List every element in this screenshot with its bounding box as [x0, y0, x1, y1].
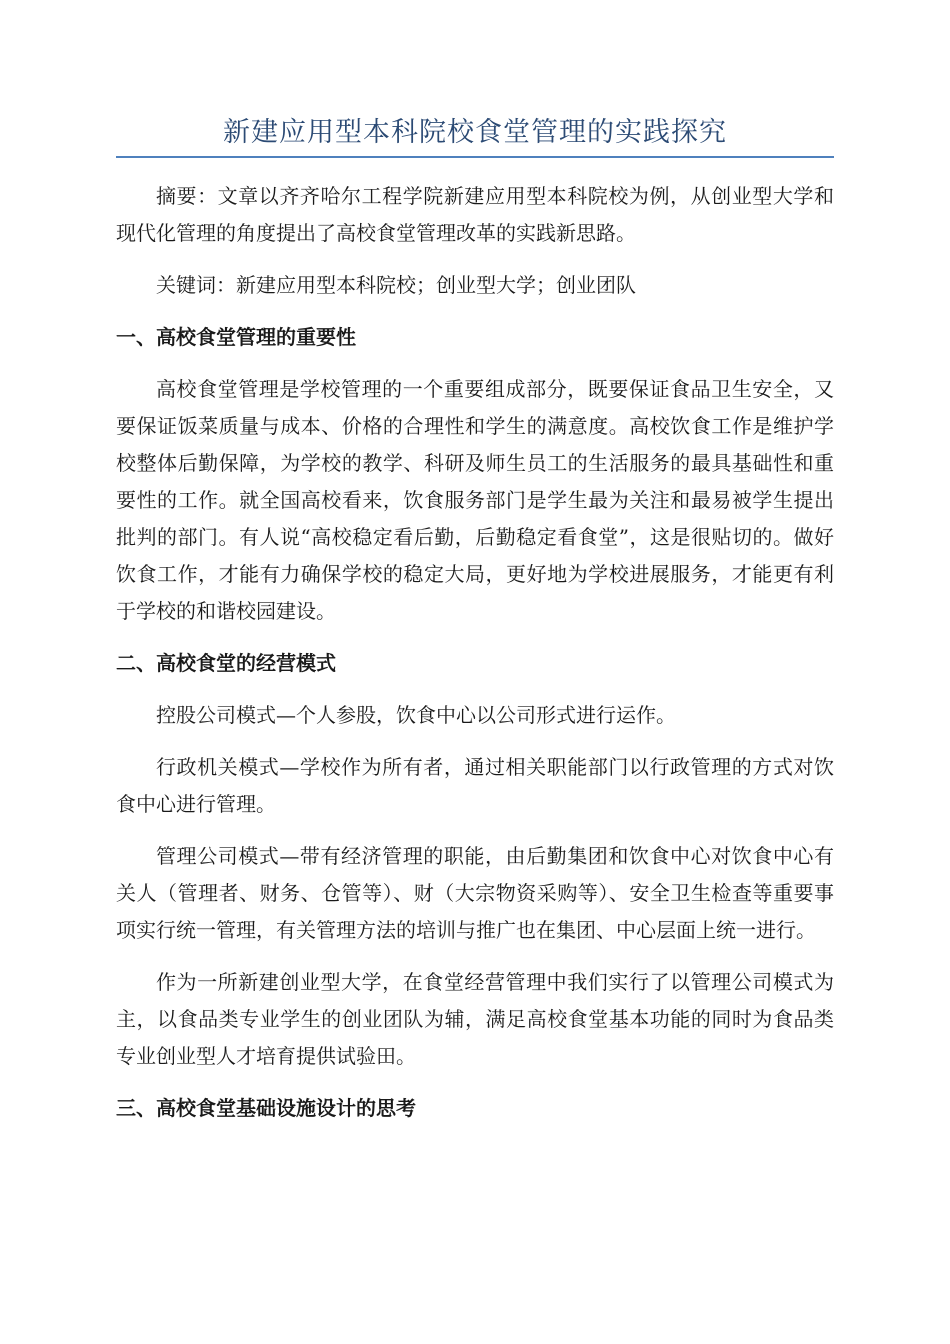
abstract-paragraph: 摘要：文章以齐齐哈尔工程学院新建应用型本科院校为例，从创业型大学和现代化管理的角度提出了高校食堂管理改革的实践新思路。	[116, 184, 834, 245]
document-title: 新建应用型本科院校食堂管理的实践探究	[116, 112, 834, 158]
section-2-paragraph: 控股公司模式—个人参股，饮食中心以公司形式进行运作。	[156, 703, 676, 727]
section-heading-1: 一、高校食堂管理的重要性	[116, 325, 356, 349]
document-page	[116, 0, 834, 1127]
keywords-paragraph: 关键词：新建应用型本科院校；创业型大学；创业团队	[156, 273, 636, 297]
section-heading-3: 三、高校食堂基础设施设计的思考	[116, 1096, 416, 1120]
section-1-paragraph: 高校食堂管理是学校管理的一个重要组成部分，既要保证食品卫生安全，又要保证饭菜质量与成本、价格的合理性和学生的满意度。高校饮食工作是维护学校整体后勤保障，为学校的教学、科研及师生员工的生活服务的最具基础性和重要性的工作。就全国高校看来，饮食服务部门是学生最为关注和最易被学生提出批判的部门。有人说“高校稳定看后勤，后勤稳定看食堂”，这是很贴切的。做好饮食工作，才能有力确保学校的稳定大局，更好地为学校进展服务，才能更有利于学校的和谐校园建设。	[116, 377, 834, 623]
section-heading-2: 二、高校食堂的经营模式	[116, 651, 336, 675]
section-2-paragraph: 作为一所新建创业型大学，在食堂经营管理中我们实行了以管理公司模式为主，以食品类专业学生的创业团队为辅，满足高校食堂基本功能的同时为食品类专业创业型人才培育提供试验田。	[116, 970, 834, 1068]
section-2-paragraph: 管理公司模式—带有经济管理的职能，由后勤集团和饮食中心对饮食中心有关人（管理者、财务、仓管等）、财（大宗物资采购等）、安全卫生检查等重要事项实行统一管理，有关管理方法的培训与推广也在集团、中心层面上统一进行。	[116, 844, 834, 942]
section-2-paragraph: 行政机关模式—学校作为所有者，通过相关职能部门以行政管理的方式对饮食中心进行管理。	[116, 755, 834, 816]
